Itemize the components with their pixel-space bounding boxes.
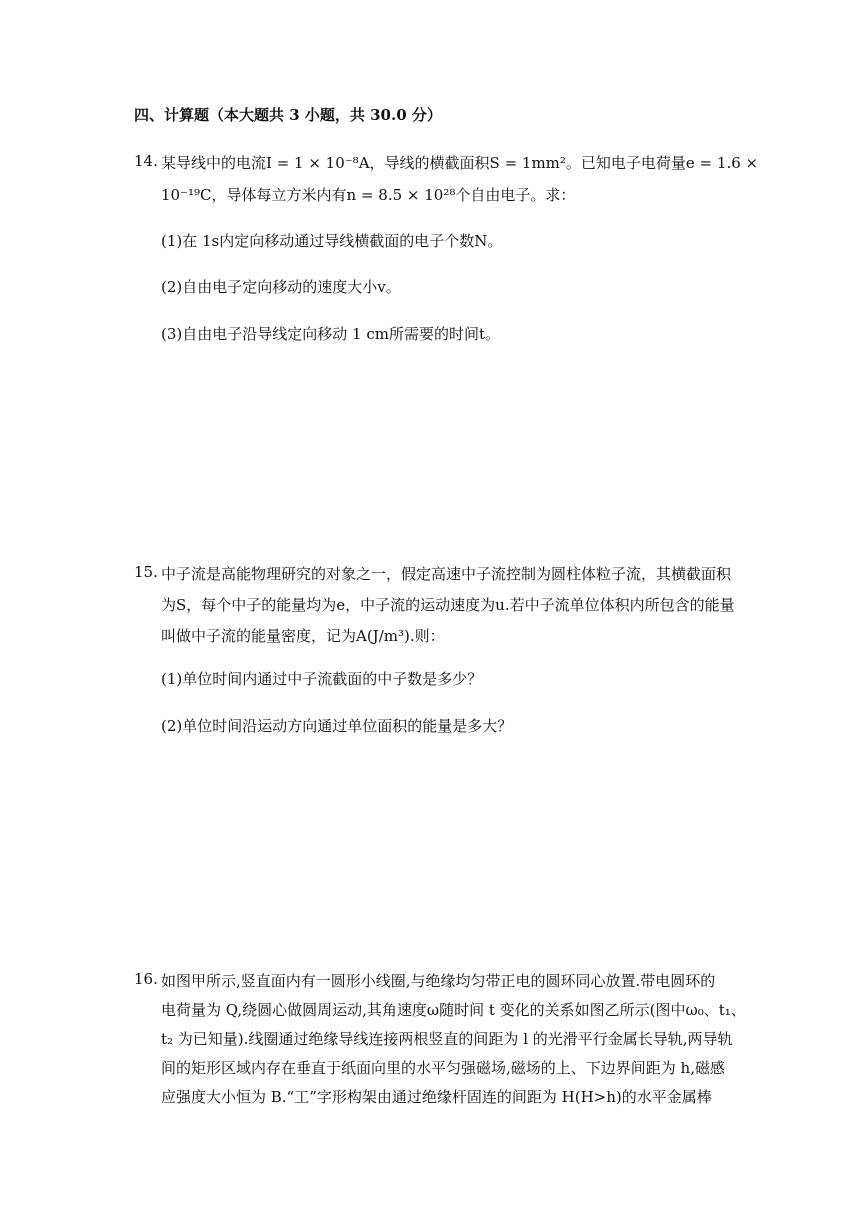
question-text-line: 10⁻¹⁹C，导体每立方米内有n = 8.5 × 10²⁸个自由电子。求： [161, 186, 576, 204]
question-text-line: t₂ 为已知量).线圈通过绝缘导线连接两根竖直的间距为 l 的光滑平行金属长导轨,两导轨 [161, 1030, 733, 1048]
question-number: 15. [134, 563, 158, 581]
question-number: 16. [134, 970, 158, 988]
question-text-line: 电荷量为 Q,绕圆心做圆周运动,其角速度ω随时间 t 变化的关系如图乙所示(图中ω₀、t₁、 [161, 1001, 746, 1019]
question-text-line: 中子流是高能物理研究的对象之一，假定高速中子流控制为圆柱体粒子流，其横截面积 [161, 565, 732, 583]
question-text-line: 间的矩形区域内存在垂直于纸面向里的水平匀强磁场,磁场的上、下边界间距为 h,磁感 [161, 1059, 725, 1077]
sub-question: (1)在 1s内定向移动通过导线横截面的电子个数N。 [161, 232, 503, 250]
sub-question: (2)自由电子定向移动的速度大小v。 [161, 278, 401, 296]
question-text-line: 叫做中子流的能量密度，记为A(J/m³).则： [161, 627, 445, 645]
question-text-line: 应强度大小恒为 B.“工”字形构架由通过绝缘杆固连的间距为 H(H>h)的水平金属棒 [161, 1088, 712, 1106]
question-number: 14. [134, 152, 158, 170]
question-text-line: 某导线中的电流I = 1 × 10⁻⁸A，导线的横截面积S = 1mm²。已知电子电荷量e = 1.6 × [161, 154, 759, 172]
question-text-line: 为S，每个中子的能量均为e，中子流的运动速度为u.若中子流单位体积内所包含的能量 [161, 596, 735, 614]
sub-question: (1)单位时间内通过中子流截面的中子数是多少？ [161, 670, 483, 688]
sub-question: (3)自由电子沿导线定向移动 1 cm所需要的时间t。 [161, 325, 500, 343]
sub-question: (2)单位时间沿运动方向通过单位面积的能量是多大？ [161, 717, 513, 735]
section-heading: 四、计算题（本大题共 3 小题，共 30.0 分） [134, 106, 442, 124]
question-text-line: 如图甲所示,竖直面内有一圆形小线圈,与绝缘均匀带正电的圆环同心放置.带电圆环的 [161, 972, 716, 990]
